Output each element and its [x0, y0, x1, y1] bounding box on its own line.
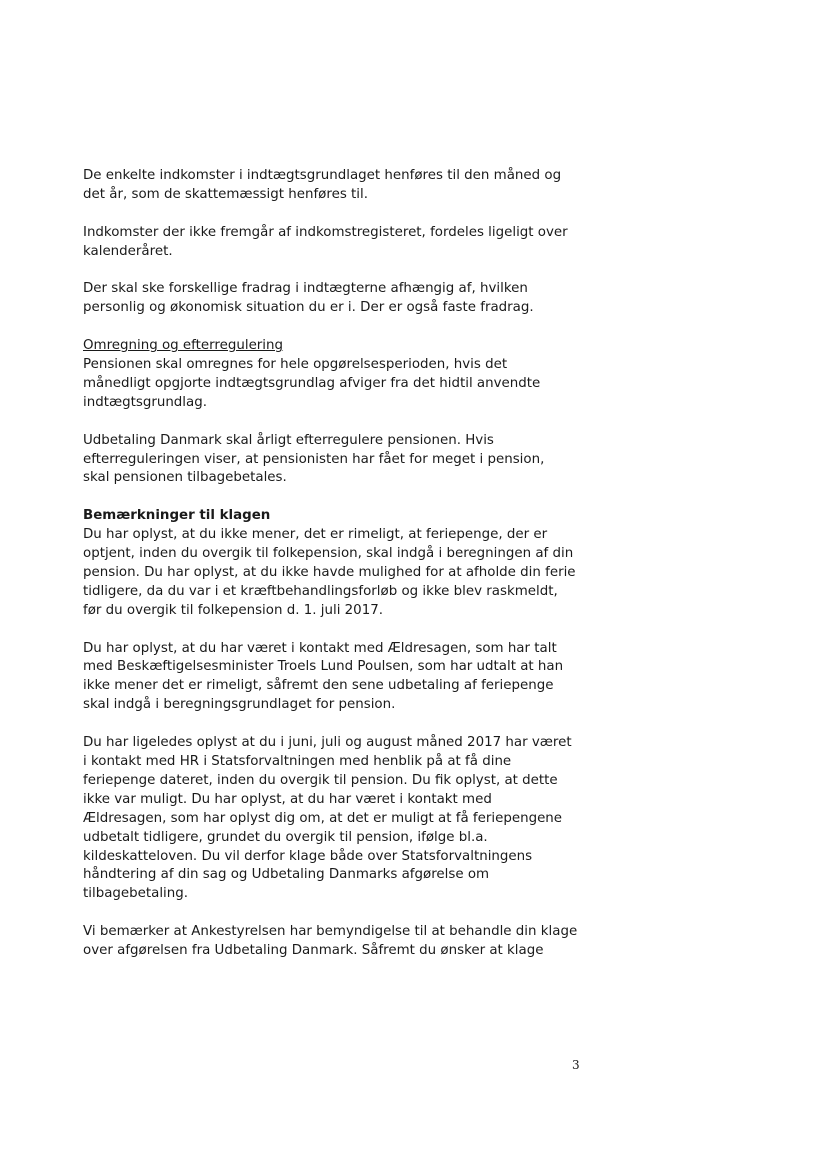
section-recalculation: [83, 337, 583, 413]
text-line: efterreguleringen viser, at pensionisten har fået for meget i pension,: [83, 451, 545, 467]
text-line: håndtering af din sag og Udbetaling Danmarks afgørelse om: [83, 867, 490, 883]
text-line: skal pensionen tilbagebetales.: [83, 470, 287, 486]
text-line: over afgørelsen fra Udbetaling Danmark. Såfremt du ønsker at klage: [83, 943, 544, 959]
document-body: [83, 167, 583, 961]
paragraph-deductions: [83, 280, 583, 318]
text-line: Du har oplyst, at du ikke mener, det er rimeligt, at feriepenge, der er: [83, 527, 548, 543]
text-line: indtægtsgrundlag.: [83, 394, 207, 410]
text-line: tidligere, da du var i et kræftbehandlingsforløb og ikke blev raskmeldt,: [83, 583, 558, 599]
text-line: De enkelte indkomster i indtægtsgrundlaget henføres til den måned og: [83, 168, 562, 183]
text-line: Vi bemærker at Ankestyrelsen har bemyndigelse til at behandle din klage: [83, 924, 578, 940]
text-line: Pensionen skal omregnes for hele opgørelsesperioden, hvis det: [83, 357, 508, 373]
text-line: Indkomster der ikke fremgår af indkomstregisteret, fordeles ligeligt over: [83, 224, 568, 240]
text-line: ikke mener det er rimeligt, såfremt den sene udbetaling af feriepenge: [83, 678, 554, 694]
section-complaint-remarks: [83, 507, 583, 620]
text-line: det år, som de skattemæssigt henføres til.: [83, 186, 368, 202]
section-heading-complaint-remarks: Bemærkninger til klagen: [83, 508, 271, 524]
text-line: Du har ligeledes oplyst at du i juni, juli og august måned 2017 har været: [83, 735, 572, 751]
text-line: månedligt opgjorte indtægtsgrundlag afviger fra det hidtil anvendte: [83, 375, 541, 391]
text-line: pension. Du har oplyst, at du ikke havde mulighed for at afholde din ferie: [83, 564, 576, 580]
paragraph-authority: [83, 923, 583, 961]
paragraph-income-allocation: [83, 167, 583, 205]
text-line: kildeskatteloven. Du vil derfor klage både over Statsforvaltningens: [83, 848, 533, 864]
text-line: ikke var muligt. Du har oplyst, at du har været i kontakt med: [83, 791, 492, 807]
text-line: med Beskæftigelsesminister Troels Lund Poulsen, som har udtalt at han: [83, 659, 564, 675]
text-line: tilbagebetaling.: [83, 886, 189, 902]
paragraph-income-register: [83, 224, 583, 262]
text-line: optjent, inden du overgik til folkepension, skal indgå i beregningen af din: [83, 546, 574, 562]
text-line: Udbetaling Danmark skal årligt efterregulere pensionen. Hvis: [83, 432, 494, 448]
text-line: feriepenge dateret, inden du overgik til pension. Du fik oplyst, at dette: [83, 772, 558, 788]
page-number: 3: [572, 1058, 580, 1072]
text-line: Du har oplyst, at du har været i kontakt med Ældresagen, som har talt: [83, 640, 557, 656]
paragraph-aeldresagen-contact: [83, 640, 583, 716]
paragraph-hr-contact: [83, 734, 583, 904]
text-line: Ældresagen, som har oplyst dig om, at det er muligt at få feriepengene: [83, 810, 563, 826]
text-line: Der skal ske forskellige fradrag i indtægterne afhængig af, hvilken: [83, 281, 528, 297]
text-line: før du overgik til folkepension d. 1. juli 2017.: [83, 602, 384, 618]
text-line: skal indgå i beregningsgrundlaget for pension.: [83, 697, 396, 713]
text-line: kalenderåret.: [83, 243, 173, 259]
text-line: udbetalt tidligere, grundet du overgik til pension, ifølge bl.a.: [83, 829, 488, 845]
section-heading-recalculation: Omregning og efterregulering: [83, 338, 284, 354]
text-line: i kontakt med HR i Statsforvaltningen med henblik på at få dine: [83, 753, 512, 769]
text-line: personlig og økonomisk situation du er i. Der er også faste fradrag.: [83, 300, 534, 316]
paragraph-annual-adjustment: [83, 432, 583, 489]
